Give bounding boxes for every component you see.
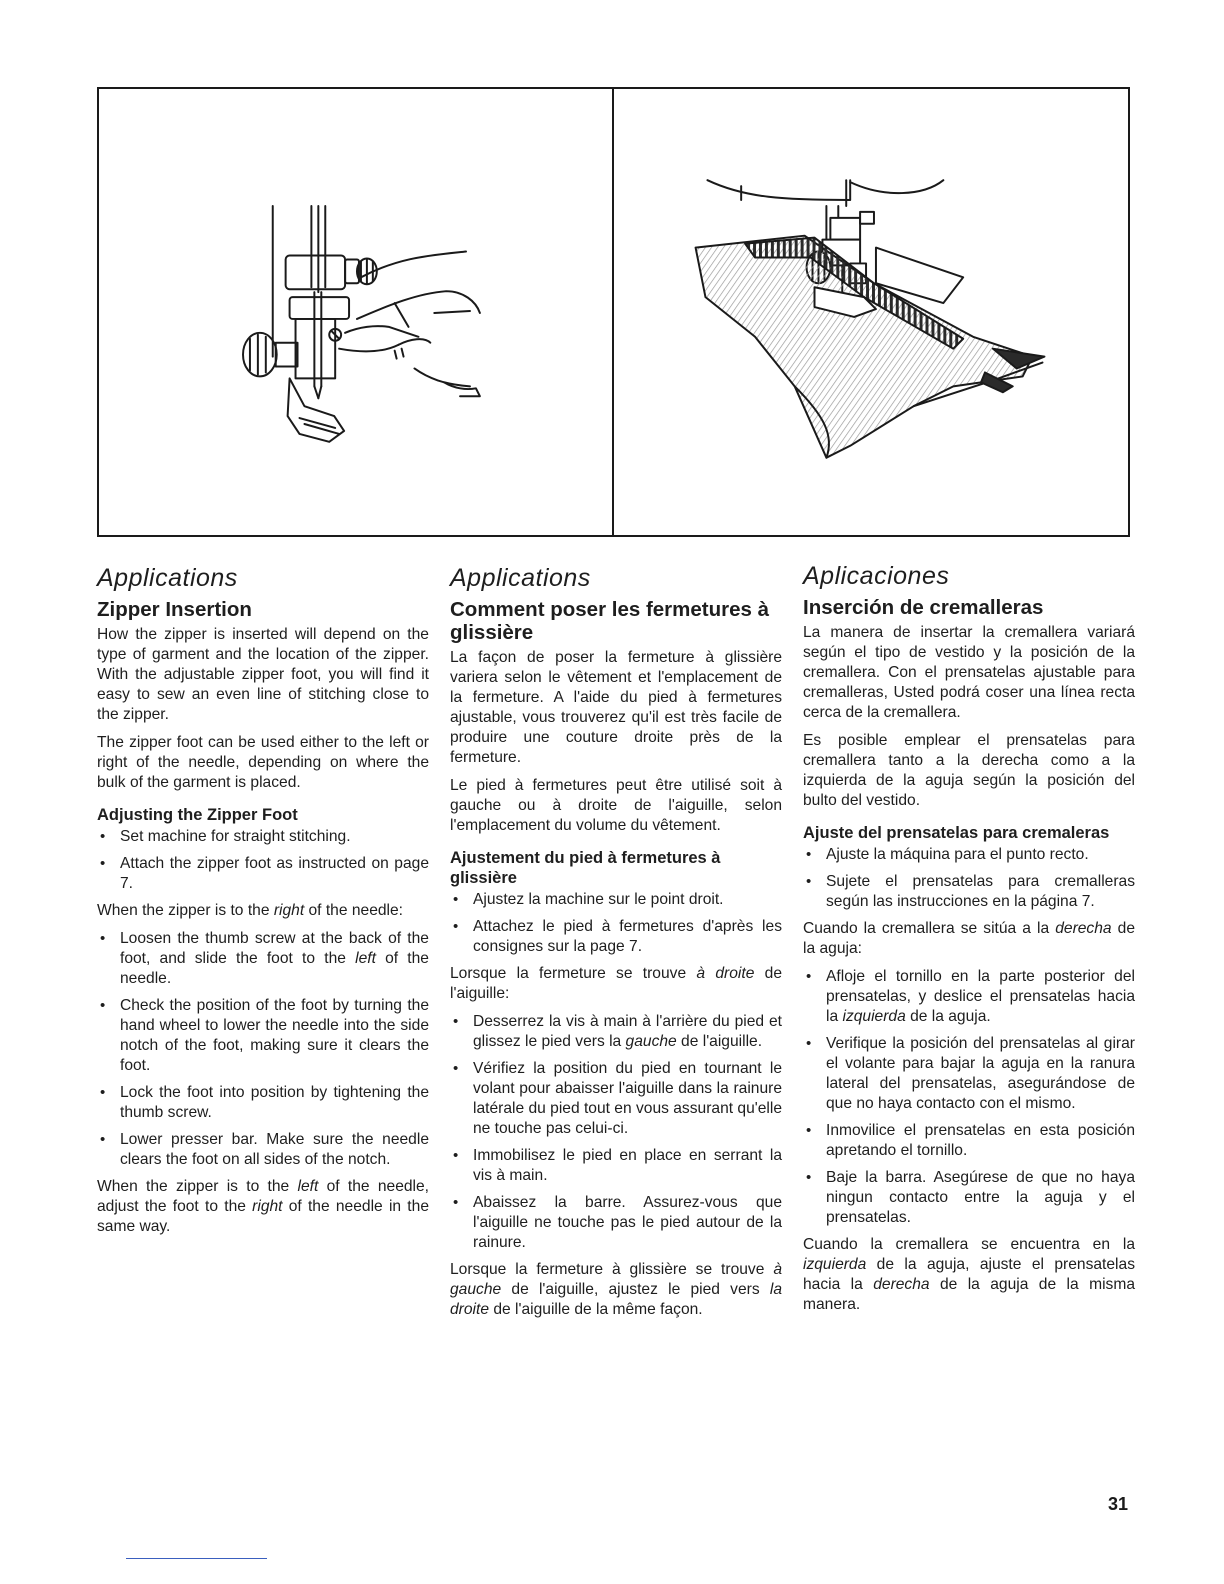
adjusting-subheading: Ajustement du pied à fermetures à glissière: [450, 849, 721, 887]
left-side-paragraph: When the zipper is to the left of the needle, adjust the foot to the right of the needle in the same way.: [97, 1178, 430, 1235]
list-item: • Sujete el prensatelas para cremalleras según las instrucciones en la página 7.: [803, 872, 1135, 912]
zipper-sewing-illustration: [614, 89, 1128, 535]
setup-list: [450, 890, 782, 957]
list-item: • Baje la barra. Asegúrese de que no haya ningun contacto entre la aguja y el prensatelas.: [803, 1168, 1135, 1228]
setup-list: [803, 845, 1135, 912]
zipper-foot-adjustment-illustration: [99, 89, 612, 535]
spanish-column: [803, 560, 1135, 1323]
section-title: Applications: [450, 564, 591, 592]
right-side-intro: When the zipper is to the right of the needle:: [97, 902, 404, 919]
section-title: Aplicaciones: [803, 562, 950, 590]
right-side-intro: Lorsque la fermeture se trouve à droite de l'aiguille:: [450, 965, 782, 1002]
french-column: [450, 562, 782, 1328]
list-item: • Loosen the thumb screw at the back of the foot, and slide the foot to the left of the needle.: [97, 929, 429, 989]
intro-paragraph: La manera de insertar la cremallera variará según el tipo de vestido y la posición de la cremallera. Con el prensatelas ajustable para cremalleras, Usted podrá coser una línea recta cerca de la cremallera.: [803, 624, 1135, 721]
right-side-intro: Cuando la cremallera se sitúa a la derecha de la aguja:: [803, 920, 1135, 957]
steps-list: [97, 929, 429, 1170]
intro-paragraph: How the zipper is inserted will depend on the type of garment and the location of the zipper. With the adjustable zipper foot, you will find it easy to sew an even line of stitching close to the zipper.: [97, 626, 429, 723]
list-item: • Abaissez la barre. Assurez-vous que l'aiguille ne touche pas le pied autour de la rainure.: [450, 1193, 782, 1253]
list-item: • Lower presser bar. Make sure the needle clears the foot on all sides of the notch.: [97, 1130, 429, 1170]
list-item: • Ajuste la máquina para el punto recto.: [803, 845, 1135, 865]
page-number: 31: [1108, 1494, 1129, 1514]
list-item: • Lock the foot into position by tightening the thumb screw.: [97, 1083, 429, 1123]
steps-list: [450, 1012, 782, 1253]
list-item: • Verifique la posición del prensatelas al girar el volante para bajar la aguja en la ranura lateral del prensatelas, asegurándose de que no haya contacto con el mismo.: [803, 1034, 1135, 1114]
section-title: Applications: [97, 564, 238, 592]
section-subtitle: Inserción de cremalleras: [803, 596, 1044, 619]
adjusting-subheading: Ajuste del prensatelas para cremaleras: [803, 824, 1110, 842]
list-item: • Attach the zipper foot as instructed on page 7.: [97, 854, 429, 894]
steps-list: [803, 967, 1135, 1228]
list-item: • Inmovilice el prensatelas en esta posición apretando el tornillo.: [803, 1121, 1135, 1161]
foot-side-paragraph: The zipper foot can be used either to the left or right of the needle, depending on where the bulk of the garment is placed.: [97, 734, 429, 791]
adjusting-subheading: Adjusting the Zipper Foot: [97, 806, 298, 824]
section-subtitle: Comment poser les fermetures à glissière: [450, 598, 770, 644]
foot-side-paragraph: Le pied à fermetures peut être utilisé soit à gauche ou à droite de l'aiguille, selon l'emplacement du volume du vêtement.: [450, 777, 782, 834]
left-side-paragraph: Lorsque la fermeture à glissière se trouve à gauche de l'aiguille, ajustez le pied vers la droite de l'aiguille de la même façon.: [450, 1261, 782, 1318]
left-side-paragraph: Cuando la cremallera se encuentra en la izquierda de la aguja, ajuste el prensatelas hacia la derecha de la aguja de la misma manera.: [803, 1236, 1135, 1313]
intro-paragraph: La façon de poser la fermeture à glissière variera selon le vêtement et l'emplacement de la fermeture. A l'aide du pied à fermetures ajustable, vous trouverez qu'il est très facile de produire une couture droite près de la fermeture.: [450, 649, 782, 766]
section-subtitle: Zipper Insertion: [97, 598, 252, 621]
list-item: • Vérifiez la position du pied en tournant le volant pour abaisser l'aiguille dans la rainure latérale du pied tout en vous assurant qu'elle ne touche pas celui-ci.: [450, 1059, 782, 1139]
list-item: • Immobilisez le pied en place en serrant la vis à main.: [450, 1146, 782, 1186]
setup-list: [97, 827, 429, 894]
list-item: • Desserrez la vis à main à l'arrière du pied et glissez le pied vers la gauche de l'aiguille.: [450, 1012, 782, 1052]
illustration-frame: [97, 87, 1130, 537]
foot-side-paragraph: Es posible emplear el prensatelas para cremallera tanto a la derecha como a la izquierda de la aguja según la posición del bulto del vestido.: [803, 732, 1135, 809]
list-item: • Attachez le pied à fermetures d'après les consignes sur la page 7.: [450, 917, 782, 957]
footer-rule: [126, 1558, 267, 1559]
english-column: [97, 562, 429, 1245]
list-item: • Set machine for straight stitching.: [97, 827, 429, 847]
list-item: • Check the position of the foot by turning the hand wheel to lower the needle into the side notch of the foot, making sure it clears the foot.: [97, 996, 429, 1076]
list-item: • Afloje el tornillo en la parte posterior del prensatelas, y deslice el prensatelas hacia la izquierda de la aguja.: [803, 967, 1135, 1027]
list-item: • Ajustez la machine sur le point droit.: [450, 890, 782, 910]
